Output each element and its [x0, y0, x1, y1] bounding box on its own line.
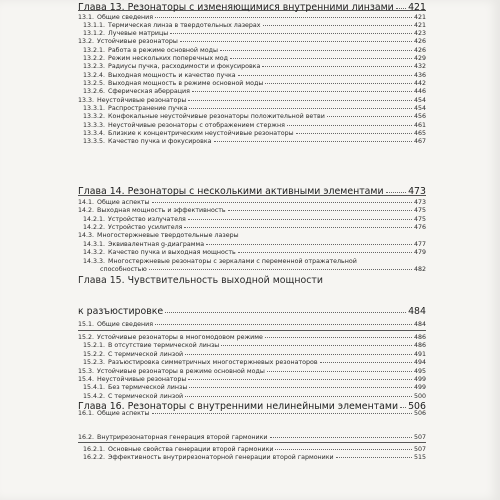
entry-title: способностью [100, 266, 147, 273]
entry-title: Эквивалентная g-диаграмма [108, 241, 205, 248]
entry-number: 14.2.2. [83, 224, 106, 231]
toc-entry[interactable] [78, 97, 426, 105]
entry-title: Устойчивые резонаторы в режиме основной моды [97, 368, 265, 375]
toc-entry[interactable] [78, 351, 426, 359]
dot-leader [238, 251, 412, 253]
dot-leader [287, 124, 412, 126]
page-number: 484 [408, 306, 426, 317]
page-number: 494 [413, 359, 426, 366]
dot-leader [170, 32, 412, 34]
entry-title: Чувствительность выходной мощности [127, 275, 323, 286]
page-number: 486 [413, 342, 426, 349]
entry-number: 15.4. [78, 376, 95, 383]
toc-entry[interactable] [78, 232, 426, 240]
page-number: 442 [413, 80, 426, 87]
entry-number: 13.2.1. [83, 47, 106, 54]
entry-number: 15.3. [78, 368, 95, 375]
dot-leader [230, 57, 412, 59]
entry-number: 13.1. [78, 14, 95, 21]
entry-title: Выходная мощность и эффективность [97, 207, 226, 214]
page-number: 421 [408, 2, 426, 13]
dot-leader [262, 65, 412, 67]
page-number: 515 [413, 454, 426, 461]
entry-title: Многостержневые резонаторы с зеркалами с переменной отражательной [108, 258, 357, 265]
entry-title: С термической линзой [108, 393, 184, 400]
entry-title: Общие сведения [97, 14, 154, 21]
page-number: 421 [413, 22, 426, 29]
page-number: 477 [413, 241, 426, 248]
dot-leader [275, 448, 412, 450]
entry-title: Неустойчивые резонаторы [97, 97, 187, 104]
toc-entry[interactable] [78, 122, 426, 130]
toc-entry[interactable] [78, 454, 426, 462]
dot-leader [238, 74, 412, 76]
toc-entry[interactable] [78, 241, 426, 249]
entry-title: Эффективность внутрирезонаторной генерации второй гармоники [108, 454, 334, 461]
dot-leader [184, 226, 412, 228]
toc-entry[interactable] [78, 38, 426, 46]
chapter-rule [78, 442, 426, 443]
entry-number: 14.2. [78, 207, 95, 214]
entry-title: Режим нескольких поперечных мод [108, 55, 229, 62]
dot-leader [152, 412, 412, 414]
dot-leader [263, 24, 412, 26]
entry-number: 13.3.5. [83, 138, 106, 145]
entry-number: 13.2.3. [83, 63, 106, 70]
dot-leader [155, 323, 412, 325]
toc-entry[interactable] [78, 72, 426, 80]
page-number: 486 [413, 334, 426, 341]
entry-number: Глава 16. [78, 401, 125, 412]
dot-leader [265, 336, 412, 338]
entry-title: Резонаторы с изменяющимися внутренними линзами [127, 2, 394, 13]
page-number: 465 [413, 130, 426, 137]
toc-entry[interactable] [78, 199, 426, 207]
page-number: 506 [408, 401, 426, 412]
dot-leader [320, 361, 412, 363]
entry-number: 14.2.1. [83, 216, 106, 223]
toc-entry[interactable] [78, 224, 426, 232]
entry-title: Неустойчивые резонаторы [97, 376, 187, 383]
toc-entry[interactable] [78, 22, 426, 30]
entry-number: 13.3.1. [83, 105, 106, 112]
entry-title: Устройство усилителя [108, 224, 183, 231]
toc-entry[interactable] [78, 258, 426, 266]
page-number: 479 [413, 249, 426, 256]
page-number: 473 [413, 199, 426, 206]
entry-number: 13.2.2. [83, 55, 106, 62]
entry-number: 16.2.2. [83, 454, 106, 461]
page-number: 499 [413, 376, 426, 383]
entry-number: 14.3. [78, 232, 95, 239]
entry-number: 14.1. [78, 199, 95, 206]
dot-leader [220, 49, 412, 51]
toc-entry[interactable] [78, 47, 426, 55]
entry-title: Термическая линза в твердотельных лазерах [108, 22, 261, 29]
dot-leader [336, 456, 412, 458]
entry-number: 13.1.1. [83, 22, 106, 29]
entry-number: 16.1. [78, 410, 95, 417]
dot-leader [214, 140, 412, 142]
entry-title: Сферическая аберрация [108, 88, 190, 95]
entry-number: 13.3.4. [83, 130, 106, 137]
entry-number: 14.3.2. [83, 249, 106, 256]
entry-number: 13.2.5. [83, 80, 106, 87]
dot-leader [185, 395, 412, 397]
page-number: 473 [408, 186, 426, 197]
toc-entry[interactable] [78, 80, 426, 88]
toc-chapter-entry[interactable] [78, 2, 426, 13]
toc-entry[interactable] [78, 376, 426, 384]
entry-title: Радиусы пучка, расходимости и фокусировка [108, 63, 261, 70]
toc-entry[interactable] [78, 249, 426, 257]
entry-title: Устройство излучателя [108, 216, 186, 223]
entry-number: Глава 15. [78, 275, 125, 286]
entry-title: Распространение пучка [108, 105, 188, 112]
toc-entry[interactable] [78, 55, 426, 63]
dot-leader [192, 90, 412, 92]
page-number: 500 [413, 393, 426, 400]
entry-title: Многостержневые твердотельные лазеры [97, 232, 239, 239]
entry-number: 15.4.2. [83, 393, 106, 400]
entry-title: Выходная мощность в режиме основной моды [108, 80, 264, 87]
page-number: 476 [413, 224, 426, 231]
entry-title: Устойчивые резонаторы [97, 38, 178, 45]
toc-chapter-entry[interactable] [78, 306, 426, 317]
toc-entry[interactable] [78, 30, 426, 38]
entry-number: 16.2.1. [83, 446, 106, 453]
dot-leader [267, 370, 412, 372]
page-number: 467 [413, 138, 426, 145]
chapter-rule [78, 330, 426, 331]
entry-title: Общие сведения [97, 321, 154, 328]
dot-leader [188, 99, 412, 101]
entry-title: Близкие к концентрическим неустойчивые резонаторы [108, 130, 294, 137]
entry-number: Глава 13. [78, 2, 125, 13]
dot-leader [149, 268, 412, 270]
dot-leader [396, 7, 406, 9]
page-number: 436 [413, 72, 426, 79]
dot-leader [327, 115, 412, 117]
entry-title: Конфокальные неустойчивые резонаторы положительной ветви [108, 113, 325, 120]
page-number: 507 [413, 434, 426, 441]
page-number: 426 [413, 38, 426, 45]
entry-title: Неустойчивые резонаторы с отображением стержня [108, 122, 285, 129]
page-number: 423 [413, 30, 426, 37]
page-number: 507 [413, 446, 426, 453]
toc-entry[interactable] [78, 63, 426, 71]
entry-number: 13.2. [78, 38, 95, 45]
entry-title: Качество пучка и выходная мощность [108, 249, 236, 256]
dot-leader [189, 107, 412, 109]
toc-entry[interactable] [78, 138, 426, 146]
dot-leader [185, 353, 412, 355]
entry-number: 16.2. [78, 434, 95, 441]
dot-leader [400, 406, 406, 408]
entry-number: 15.2. [78, 334, 95, 341]
entry-title: к разъюстировке [78, 306, 164, 317]
dot-leader [386, 191, 407, 193]
page-number: 456 [413, 113, 426, 120]
toc-entry[interactable] [78, 368, 426, 376]
toc-entry[interactable] [78, 216, 426, 224]
dot-leader [188, 218, 412, 220]
page-number: 426 [413, 47, 426, 54]
dot-leader [296, 132, 412, 134]
entry-number: 13.2.4. [83, 72, 106, 79]
page-number: 454 [413, 105, 426, 112]
toc-entry[interactable] [78, 113, 426, 121]
entry-number: 14.3.3. [83, 258, 106, 265]
dot-leader [206, 243, 412, 245]
entry-number: 13.3.3. [83, 122, 106, 129]
page-number: 454 [413, 97, 426, 104]
page-number: 432 [413, 63, 426, 70]
toc-entry[interactable] [78, 393, 426, 401]
entry-number: 14.3.1. [83, 241, 106, 248]
dot-leader [152, 201, 412, 203]
page-number: 475 [413, 216, 426, 223]
entry-title: Лучевые матрицы [108, 30, 169, 37]
entry-number: 13.1.2. [83, 30, 106, 37]
entry-title: Без термической линзы [108, 384, 188, 391]
page-number: 499 [413, 384, 426, 391]
toc-entry[interactable] [78, 359, 426, 367]
page-number: 475 [413, 207, 426, 214]
toc-entry[interactable] [78, 410, 426, 418]
entry-title: Общие аспекты [97, 199, 150, 206]
entry-number: 15.1. [78, 321, 95, 328]
entry-title: Работа в режиме основной моды [108, 47, 218, 54]
dot-leader [155, 16, 412, 18]
toc-entry[interactable] [78, 14, 426, 22]
dot-leader [180, 40, 412, 42]
entry-title: Резонаторы с внутренними нелинейными элементами [127, 401, 399, 412]
page-number: 491 [413, 351, 426, 358]
toc-entry[interactable] [78, 266, 426, 274]
toc-entry[interactable] [78, 207, 426, 215]
page-number: 506 [413, 410, 426, 417]
toc-chapter-entry[interactable] [78, 186, 426, 197]
toc-entry[interactable] [78, 434, 426, 442]
entry-number: 15.2.2. [83, 351, 106, 358]
entry-title: Внутрирезонаторная генерация второй гармоники [97, 434, 268, 441]
entry-title: Разъюстировка симметричных многостержневых резонаторов [108, 359, 318, 366]
toc-entry[interactable] [78, 88, 426, 96]
page-number: 495 [413, 368, 426, 375]
toc-entry[interactable] [78, 334, 426, 342]
dot-leader [188, 378, 412, 380]
dot-leader [189, 386, 412, 388]
entry-number: 13.3.2. [83, 113, 106, 120]
entry-title: Выходная мощность и качество пучка [108, 72, 236, 79]
entry-title: Резонаторы с несколькими активными элементами [127, 186, 384, 197]
toc-entry[interactable] [78, 321, 426, 329]
toc-entry[interactable] [78, 446, 426, 454]
page-number: 421 [413, 14, 426, 21]
entry-title: Качество пучка и фокусировка [108, 138, 212, 145]
entry-title: В отсутствие термической линзы [108, 342, 220, 349]
page-number: 446 [413, 88, 426, 95]
entry-title: Устойчивые резонаторы в многомодовом режиме [97, 334, 263, 341]
dot-leader [228, 209, 412, 211]
entry-number: 13.3. [78, 97, 95, 104]
page-number: 484 [413, 321, 426, 328]
page-number: 461 [413, 122, 426, 129]
toc-entry[interactable] [78, 342, 426, 350]
dot-leader [265, 82, 412, 84]
entry-number: Глава 14. [78, 186, 125, 197]
toc-entry[interactable] [78, 105, 426, 113]
entry-title: С термической линзой [108, 351, 184, 358]
entry-number: 15.4.1. [83, 384, 106, 391]
toc-entry[interactable] [78, 384, 426, 392]
entry-number: 13.2.6. [83, 88, 106, 95]
page-number: 482 [413, 266, 426, 273]
entry-title: Основные свойства генерации второй гармоники [108, 446, 274, 453]
entry-number: 15.2.1. [83, 342, 106, 349]
toc-chapter-entry[interactable] [78, 275, 426, 286]
dot-leader [221, 344, 412, 346]
dot-leader [165, 311, 406, 313]
entry-title: Общие аспекты [97, 410, 150, 417]
entry-number: 15.2.3. [83, 359, 106, 366]
dot-leader [270, 436, 412, 438]
toc-entry[interactable] [78, 130, 426, 138]
page-number: 429 [413, 55, 426, 62]
